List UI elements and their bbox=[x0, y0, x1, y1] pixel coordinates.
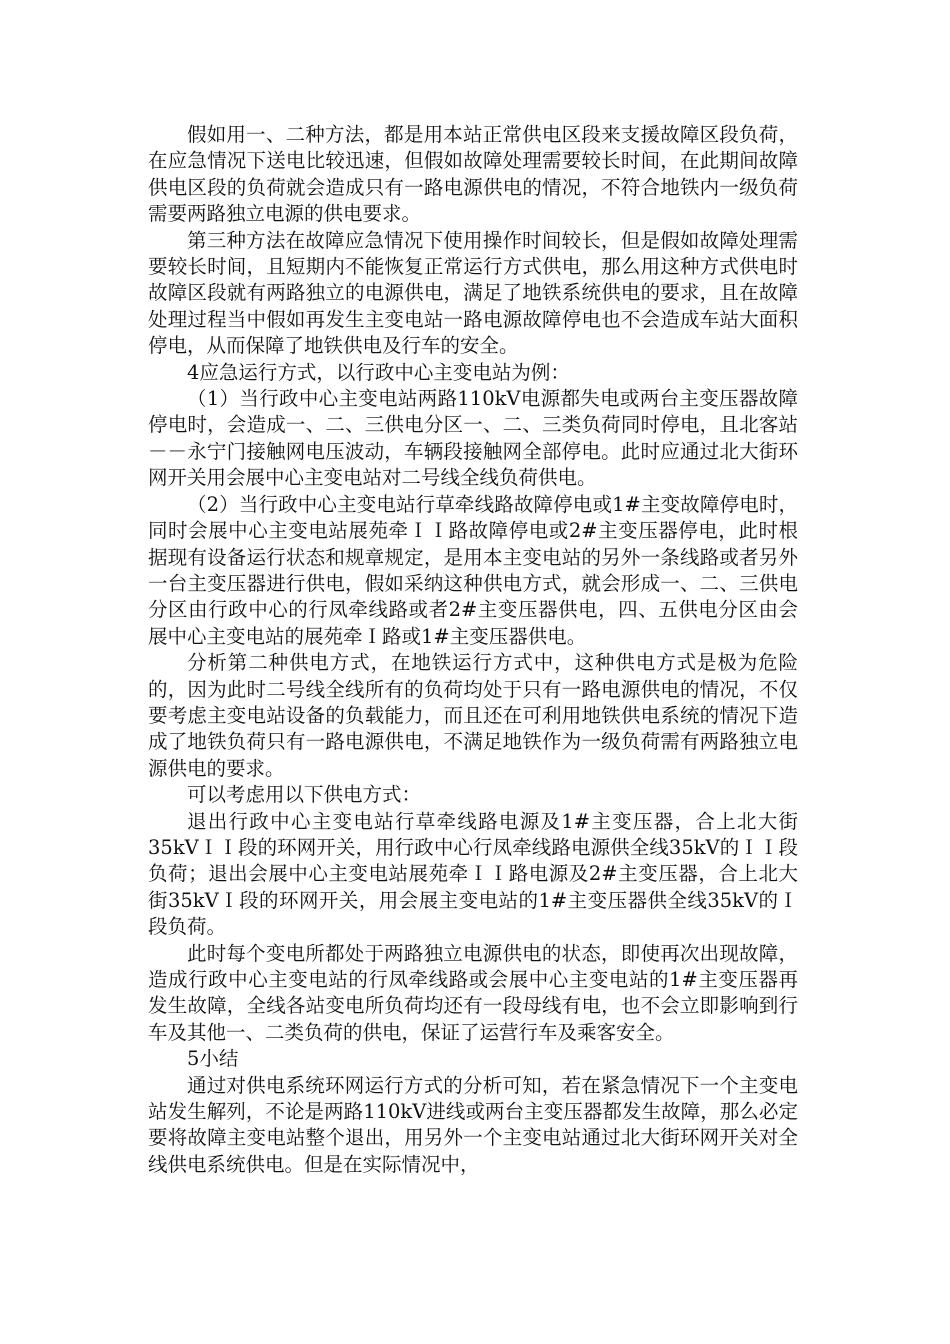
paragraph-2: 第三种方法在故障应急情况下使用操作时间较长，但是假如故障处理需要较长时间，且短期内不能恢复正常运行方式供电，那么用这种方式供电时故障区段就有两路独立的电源供电，满足了地铁系统供电的要求，且在故障处理过程当中假如再发生主变电站一路电源故障停电也不会造成车站大面积停电，从而保障了地铁供电及行车的安全。 bbox=[148, 228, 798, 358]
paragraph-consider: 可以考虑用以下供电方式： bbox=[187, 783, 422, 807]
section-heading-4: 4应急运行方式，以行政中心主变电站为例： bbox=[187, 360, 570, 384]
paragraph-procedure: 退出行政中心主变电站行草牵线路电源及1#主变压器，合上北大街35kVＩＩ段的环网开关，用行政中心行凤牵线路电源供全线35kV的ＩＩ段负荷；退出会展中心主变电站展苑牵ＩＩ路电源及2#主变压器，合上北大街35kVＩ段的环网开关，用会展主变电站的1#主变压器供全线35kV的Ｉ段负荷。 bbox=[148, 809, 798, 939]
document-body bbox=[148, 122, 798, 1178]
paragraph-summary: 通过对供电系统环网运行方式的分析可知，若在紧急情况下一个主变电站发生解列，不论是两路110kV进线或两台主变压器都发生故障，那么必定要将故障主变电站整个退出，用另外一个主变电站通过北大街环网开关对全线供电系统供电。但是在实际情况中， bbox=[148, 1073, 798, 1176]
section-heading-5: 5小结 bbox=[187, 1047, 239, 1071]
paragraph-case-1: （1）当行政中心主变电站两路110kV电源都失电或两台主变压器故障停电时，会造成一、二、三供电分区一、二、三类负荷同时停电，且北客站－－永宁门接触网电压波动，车辆段接触网全部停电。此时应通过北大街环网开关用会展中心主变电站对二号线全线负荷供电。 bbox=[148, 387, 798, 490]
paragraph-analysis: 分析第二种供电方式，在地铁运行方式中，这种供电方式是极为危险的，因为此时二号线全线所有的负荷均处于只有一路电源供电的情况，不仅要考虑主变电站设备的负载能力，而且还在可利用地铁供电系统的情况下造成了地铁负荷只有一路电源供电，不满足地铁作为一级负荷需有两路独立电源供电的要求。 bbox=[148, 651, 798, 780]
paragraph-case-2: （2）当行政中心主变电站行草牵线路故障停电或1#主变故障停电时，同时会展中心主变电站展苑牵ＩＩ路故障停电或2#主变压器停电，此时根据现有设备运行状态和规章规定，是用本主变电站的另外一条线路或者另外一台主变压器进行供电，假如采纳这种供电方式，就会形成一、二、三供电分区由行政中心的行凤牵线路或者2#主变压器供电，四、五供电分区由会展中心主变电站的展苑牵Ｉ路或1#主变压器供电。 bbox=[148, 492, 798, 648]
paragraph-1: 假如用一、二种方法，都是用本站正常供电区段来支援故障区段负荷，在应急情况下送电比较迅速，但假如故障处理需要较长时间，在此期间故障供电区段的负荷就会造成只有一路电源供电的情况，不符合地铁内一级负荷需要两路独立电源的供电要求。 bbox=[148, 123, 798, 226]
paragraph-result: 此时每个变电所都处于两路独立电源供电的状态，即使再次出现故障，造成行政中心主变电站的行凤牵线路或会展中心主变电站的1#主变压器再发生故障，全线各站变电所负荷均还有一段母线有电，也不会立即影响到行车及其他一、二类负荷的供电，保证了运营行车及乘客安全。 bbox=[148, 941, 798, 1044]
